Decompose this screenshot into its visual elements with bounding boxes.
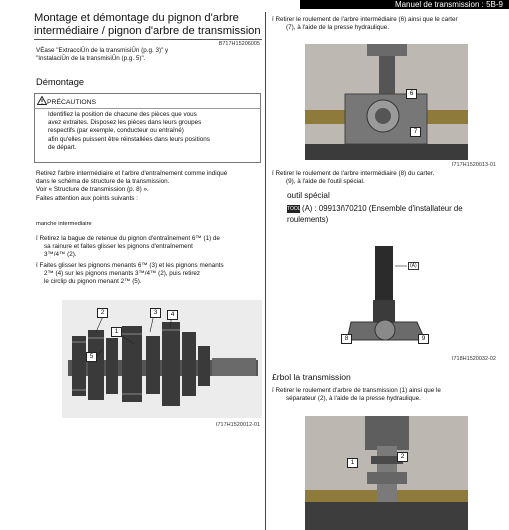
step-1-line: ï Retirez la bague de retenue du pignon d'entraînement 6™ (1) de: [36, 235, 220, 242]
photo-caption-1: I717H1520012-01: [215, 422, 260, 428]
callout-3: 3: [150, 308, 161, 318]
special-tool-ref: (A): [302, 204, 313, 213]
press-illustration-2: [305, 416, 468, 530]
special-tool-number: : 09913ñ70210 (Ensemble d'installateur de: [314, 204, 463, 213]
callout-1: 1: [111, 327, 122, 337]
step-c-line: ï Retirer le roulement d'arbre de transmission (1) ainsi que le: [272, 387, 441, 394]
page-title-line2: intermédiaire / pignon d'arbre de transmission: [34, 25, 261, 37]
section-heading-2: £rbol la transmission: [272, 372, 351, 382]
step-1-line: 3™/4™ (2).: [44, 251, 77, 259]
step-c-line: séparateur (2), à l'aide de la presse hydraulique.: [286, 395, 421, 403]
callout-8: 8: [341, 334, 352, 344]
step-a-line: ï Retirer le roulement de l'arbre intermédiaire (6) ainsi que le carter: [272, 16, 458, 23]
step-2-line: le circlip du pignon menant 2™ (5).: [44, 278, 142, 286]
intro-line: Voir « Structure de transmission (p. 8) ».: [36, 186, 149, 194]
press-illustration-1: [305, 44, 468, 160]
caution-line: Identifiez la position de chacune des pièces que vous: [48, 111, 197, 118]
caution-heading: [37, 96, 96, 108]
see-reference: [36, 47, 261, 63]
caution-line: de départ.: [48, 143, 77, 151]
callout-4: 4: [167, 310, 178, 320]
step-c: [272, 387, 507, 403]
special-tool-desc: roulements): [287, 215, 329, 224]
title-rule: [34, 39, 262, 40]
warning-icon: [37, 96, 47, 105]
tool-photo: [337, 240, 447, 354]
see-line2: "InstalaciÛn de la transmisiÛn (p.g. 5)".: [36, 55, 146, 63]
caution-line: respectifs (par exemple, conducteur ou entraîné): [48, 127, 184, 135]
intro-line: dans le schéma de structure de la transmission.: [36, 178, 170, 186]
step-b-line: (9), à l'aide de l'outil spécial.: [286, 178, 365, 186]
header-title: Manuel de transmission : 5B-9: [394, 0, 503, 9]
caution-rule: [34, 108, 261, 109]
page-title-line1: Montage et démontage du pignon d'arbre: [34, 12, 239, 24]
tool-illustration: [337, 240, 447, 354]
special-tool-title: outil spécial: [287, 191, 330, 200]
intro-line: Retirez l'arbre intermédiaire et l'arbre d'entraînement comme indiqué: [36, 170, 228, 177]
intro-line: Faites attention aux points suivants :: [36, 194, 138, 202]
step-2: [36, 262, 264, 287]
step-2-line: ï Faites glisser les pignons menants 6™ (3) et les pignons menants: [36, 262, 224, 269]
step-1-line: sa rainure et faites glisser les pignons d'entraînement: [44, 243, 193, 251]
tool-label-a: (A): [410, 263, 417, 269]
caution-title: PRÉCAUTIONS: [47, 99, 97, 106]
callout-7: 7: [410, 127, 421, 137]
photo-caption-3: I718H1520032-02: [451, 356, 496, 362]
callout-2: 2: [97, 308, 108, 318]
callout-r2: 2: [397, 452, 408, 462]
callout-r1: 1: [347, 458, 358, 468]
press-photo-2: [305, 416, 468, 530]
callout-5: 5: [86, 352, 97, 362]
section-heading: Démontage: [36, 77, 85, 87]
intro-text: [36, 170, 264, 203]
press-photo-1: [305, 44, 468, 160]
step-b-line: ï Retirer le roulement de l'arbre intermédiaire (8) du carter.: [272, 170, 435, 177]
step-a: [272, 16, 507, 32]
reference-code: B717H15206005: [218, 41, 260, 47]
subsection-heading: manche intermediaire: [36, 221, 92, 227]
callout-6: 6: [406, 89, 417, 99]
header-bar: [300, 0, 509, 9]
photo-caption-2: I717H1520013-01: [451, 162, 496, 168]
special-tool-icon: TOOL: [287, 205, 301, 212]
step-1: [36, 235, 264, 260]
column-divider: [265, 12, 266, 530]
caution-line: afin qu'elles puissent être réinstallées dans leurs positions: [48, 135, 210, 143]
caution-line: avez extraites. Disposez les pièces dans leurs groupes: [48, 119, 202, 127]
step-b: [272, 170, 507, 186]
special-tool-line: [287, 204, 507, 214]
caution-text: [48, 111, 260, 152]
page-title: [34, 12, 262, 38]
see-line1: VÈase "ExtracciÛn de la transmisiÛn (p.g. 3)" y: [36, 47, 169, 54]
step-2-line: 2™ (4) sur les pignons menants 3™/4™ (2), puis retirez: [44, 270, 201, 278]
callout-9: 9: [418, 334, 429, 344]
step-a-line: (7), à l'aide de la presse hydraulique.: [286, 24, 390, 32]
